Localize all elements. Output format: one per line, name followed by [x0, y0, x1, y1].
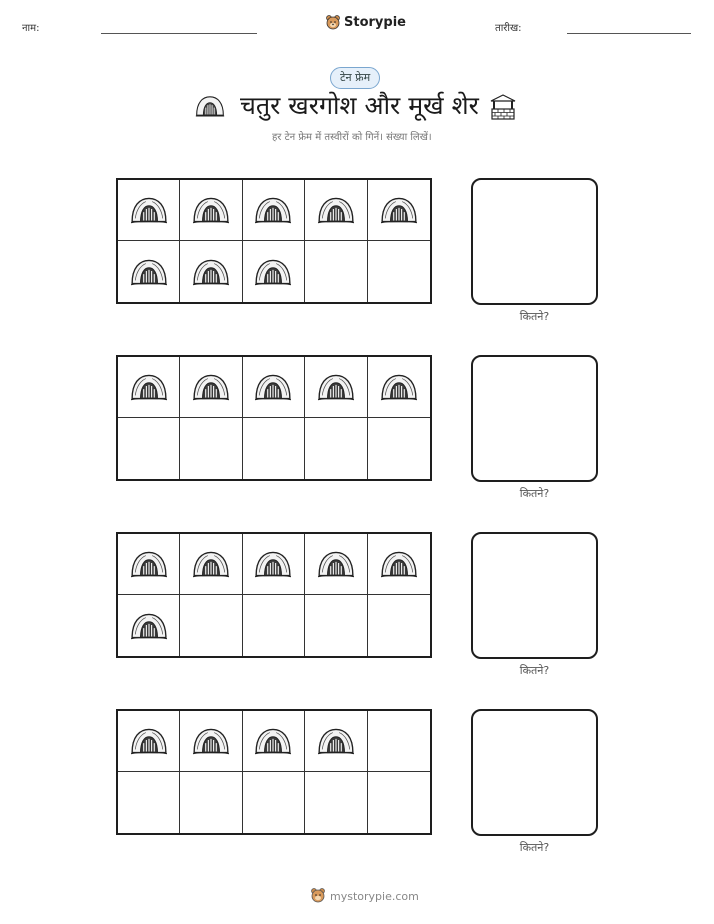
ten-frame-cell	[180, 595, 242, 656]
well-icon	[488, 93, 518, 125]
cave-icon	[130, 726, 168, 756]
cave-icon	[254, 549, 292, 579]
cave-icon	[195, 94, 225, 118]
name-label: नाम:	[22, 23, 40, 34]
footer-site: mystorypie.com	[330, 890, 419, 903]
ten-frame-badge: टेन फ्रेम	[330, 67, 380, 89]
answer-box[interactable]	[471, 709, 598, 836]
ten-frame-cell	[118, 772, 180, 833]
ten-frame-cell	[243, 772, 305, 833]
answer-label: कितने?	[519, 841, 550, 854]
cave-icon	[317, 195, 355, 225]
cave-icon	[317, 726, 355, 756]
ten-frame	[116, 178, 432, 304]
cave-icon	[254, 195, 292, 225]
ten-frame	[116, 709, 432, 835]
bear-mascot-icon	[310, 887, 326, 906]
cave-icon	[380, 372, 418, 402]
ten-frame-cell	[368, 772, 430, 833]
ten-frame-cell	[118, 241, 180, 302]
ten-frame-cell	[368, 357, 430, 418]
ten-frame-cell	[243, 180, 305, 241]
ten-frame-cell	[243, 711, 305, 772]
ten-frame-cell	[305, 595, 367, 656]
footer	[310, 887, 419, 906]
ten-frame-cell	[368, 534, 430, 595]
cave-icon	[317, 549, 355, 579]
ten-frame-cell	[180, 241, 242, 302]
ten-frame-cell	[305, 711, 367, 772]
cave-icon	[192, 726, 230, 756]
answer-box[interactable]	[471, 532, 598, 659]
ten-frame-cell	[305, 357, 367, 418]
ten-frame-cell	[118, 418, 180, 479]
cave-icon	[130, 611, 168, 641]
ten-frame-cell	[368, 418, 430, 479]
answer-label: कितने?	[519, 310, 550, 323]
ten-frame-cell	[180, 772, 242, 833]
ten-frame-cell	[243, 357, 305, 418]
ten-frame-cell	[243, 595, 305, 656]
ten-frame-cell	[368, 711, 430, 772]
bear-mascot-icon	[325, 14, 341, 30]
cave-icon	[130, 195, 168, 225]
ten-frame-cell	[305, 241, 367, 302]
cave-icon	[192, 257, 230, 287]
cave-icon	[130, 549, 168, 579]
ten-frame-cell	[368, 595, 430, 656]
date-label: तारीख:	[495, 23, 522, 34]
cave-icon	[192, 195, 230, 225]
ten-frame-cell	[243, 418, 305, 479]
cave-icon	[130, 257, 168, 287]
ten-frame	[116, 532, 432, 658]
ten-frame-cell	[368, 241, 430, 302]
cave-icon	[380, 549, 418, 579]
ten-frame-cell	[118, 595, 180, 656]
ten-frame-cell	[305, 418, 367, 479]
ten-frame-cell	[180, 180, 242, 241]
answer-label: कितने?	[519, 487, 550, 500]
ten-frame-cell	[305, 772, 367, 833]
ten-frame-cell	[118, 711, 180, 772]
cave-icon	[130, 372, 168, 402]
answer-label: कितने?	[519, 664, 550, 677]
ten-frame-cell	[180, 711, 242, 772]
date-field[interactable]	[567, 33, 691, 34]
ten-frame-cell	[180, 418, 242, 479]
page-title: चतुर खरगोश और मूर्ख शेर	[240, 91, 479, 120]
cave-icon	[254, 726, 292, 756]
name-field[interactable]	[101, 33, 257, 34]
answer-box[interactable]	[471, 355, 598, 482]
ten-frame-cell	[118, 180, 180, 241]
cave-icon	[380, 195, 418, 225]
ten-frame-cell	[305, 534, 367, 595]
cave-icon	[317, 372, 355, 402]
answer-box[interactable]	[471, 178, 598, 305]
ten-frame-cell	[243, 534, 305, 595]
ten-frame-cell	[243, 241, 305, 302]
ten-frame-cell	[305, 180, 367, 241]
ten-frame-cell	[118, 534, 180, 595]
ten-frame-cell	[180, 357, 242, 418]
instructions: हर टेन फ्रेम में तस्वीरों को गिनें। संख्या लिखें।	[272, 132, 432, 143]
ten-frame-cell	[180, 534, 242, 595]
cave-icon	[254, 257, 292, 287]
brand-name: Storypie	[344, 14, 406, 30]
cave-icon	[254, 372, 292, 402]
ten-frame-cell	[118, 357, 180, 418]
cave-icon	[192, 549, 230, 579]
ten-frame	[116, 355, 432, 481]
cave-icon	[192, 372, 230, 402]
ten-frame-cell	[368, 180, 430, 241]
brand-logo	[325, 14, 406, 30]
